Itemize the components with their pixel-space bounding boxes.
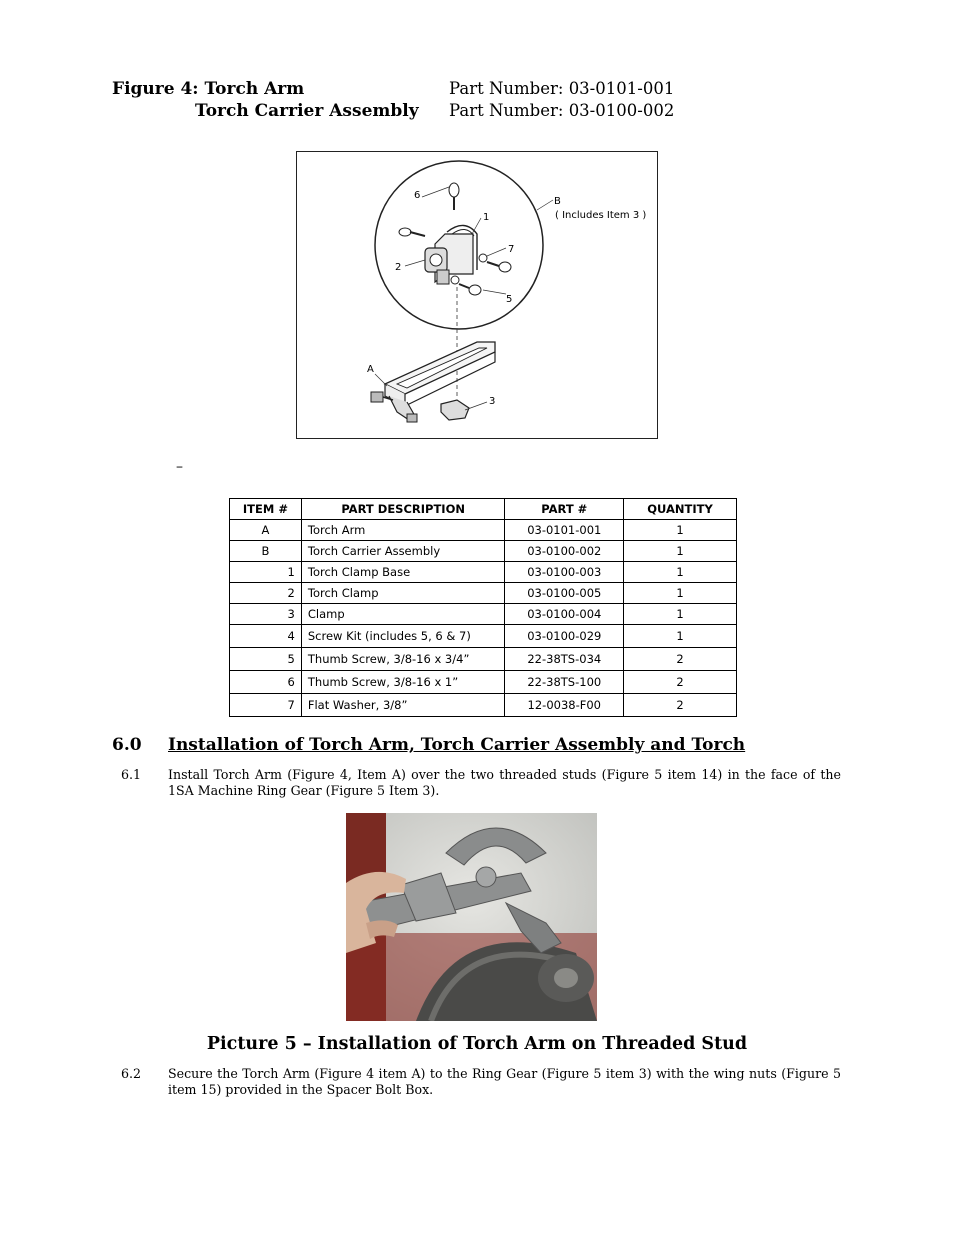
cell-desc: Torch Clamp — [301, 583, 505, 604]
parts-table — [229, 498, 737, 717]
callout-2: 2 — [395, 262, 402, 273]
table-row — [230, 583, 737, 604]
cell-desc: Thumb Screw, 3/8-16 x 3/4” — [301, 648, 505, 671]
cell-item: 2 — [230, 583, 302, 604]
cell-qty: 2 — [624, 694, 737, 717]
cell-desc: Torch Arm — [301, 520, 505, 541]
callout-a: A — [367, 364, 374, 375]
cell-part: 03-0101-001 — [505, 520, 624, 541]
exploded-view-drawing — [297, 152, 656, 437]
cell-desc: Clamp — [301, 604, 505, 625]
callout-3: 3 — [489, 396, 496, 407]
cell-part: 22-38TS-100 — [505, 671, 624, 694]
cell-item: 3 — [230, 604, 302, 625]
cell-qty: 1 — [624, 520, 737, 541]
figure-label: Figure 4: Torch Arm — [112, 79, 305, 99]
cell-part: 03-0100-005 — [505, 583, 624, 604]
col-description: PART DESCRIPTION — [301, 499, 505, 520]
cell-item: 4 — [230, 625, 302, 648]
cell-qty: 2 — [624, 671, 737, 694]
cell-qty: 1 — [624, 604, 737, 625]
cell-item: 1 — [230, 562, 302, 583]
cell-part: 03-0100-003 — [505, 562, 624, 583]
col-quantity: QUANTITY — [624, 499, 737, 520]
cell-qty: 1 — [624, 625, 737, 648]
step-text: Install Torch Arm (Figure 4, Item A) over the two threaded studs (Figure 5 item 14) in the face of the 1SA Machine Ring Gear (Figure 5 Item 3). — [168, 767, 841, 798]
callout-7: 7 — [508, 244, 515, 255]
part-number-1: Part Number: 03-0101-001 — [449, 79, 675, 98]
table-header-row — [230, 499, 737, 520]
table-row — [230, 625, 737, 648]
cell-part: 22-38TS-034 — [505, 648, 624, 671]
cell-desc: Torch Clamp Base — [301, 562, 505, 583]
cell-qty: 1 — [624, 562, 737, 583]
step-text: Secure the Torch Arm (Figure 4 item A) to the Ring Gear (Figure 5 item 3) with the wing nuts (Figure 5 item 15) provided in the Spacer Bolt Box. — [168, 1066, 841, 1097]
cell-part: 12-0038-F00 — [505, 694, 624, 717]
step-number: 6.2 — [121, 1066, 142, 1081]
cell-desc: Screw Kit (includes 5, 6 & 7) — [301, 625, 505, 648]
cell-desc: Thumb Screw, 3/8-16 x 1” — [301, 671, 505, 694]
callout-1: 1 — [483, 212, 490, 223]
cell-qty: 1 — [624, 583, 737, 604]
cell-desc: Flat Washer, 3/8” — [301, 694, 505, 717]
table-row — [230, 562, 737, 583]
callout-6: 6 — [414, 190, 421, 201]
callout-5: 5 — [506, 294, 513, 305]
table-row — [230, 604, 737, 625]
col-item: ITEM # — [230, 499, 302, 520]
table-row — [230, 520, 737, 541]
cell-part: 03-0100-004 — [505, 604, 624, 625]
cell-qty: 1 — [624, 541, 737, 562]
torch-arm-diagram — [296, 151, 658, 439]
part-number-2: Part Number: 03-0100-002 — [449, 101, 675, 120]
section-title: Installation of Torch Arm, Torch Carrier Assembly and Torch — [168, 735, 746, 755]
sub-label: Torch Carrier Assembly — [195, 101, 419, 121]
callout-b: B — [554, 196, 561, 207]
table-row — [230, 671, 737, 694]
cell-item: B — [230, 541, 302, 562]
photo-caption: Picture 5 – Installation of Torch Arm on Threaded Stud — [206, 1034, 748, 1054]
step-number: 6.1 — [121, 767, 142, 782]
table-row — [230, 694, 737, 717]
table-row — [230, 541, 737, 562]
cell-item: A — [230, 520, 302, 541]
dash-mark: – — [176, 459, 183, 475]
cell-desc: Torch Carrier Assembly — [301, 541, 505, 562]
photo-image — [346, 813, 597, 1021]
section-number: 6.0 — [112, 735, 142, 755]
cell-item: 7 — [230, 694, 302, 717]
installation-photo — [346, 813, 597, 1021]
cell-part: 03-0100-029 — [505, 625, 624, 648]
col-part-number: PART # — [505, 499, 624, 520]
cell-qty: 2 — [624, 648, 737, 671]
cell-item: 5 — [230, 648, 302, 671]
includes-note: ( Includes Item 3 ) — [555, 210, 647, 221]
cell-item: 6 — [230, 671, 302, 694]
cell-part: 03-0100-002 — [505, 541, 624, 562]
table-row — [230, 648, 737, 671]
